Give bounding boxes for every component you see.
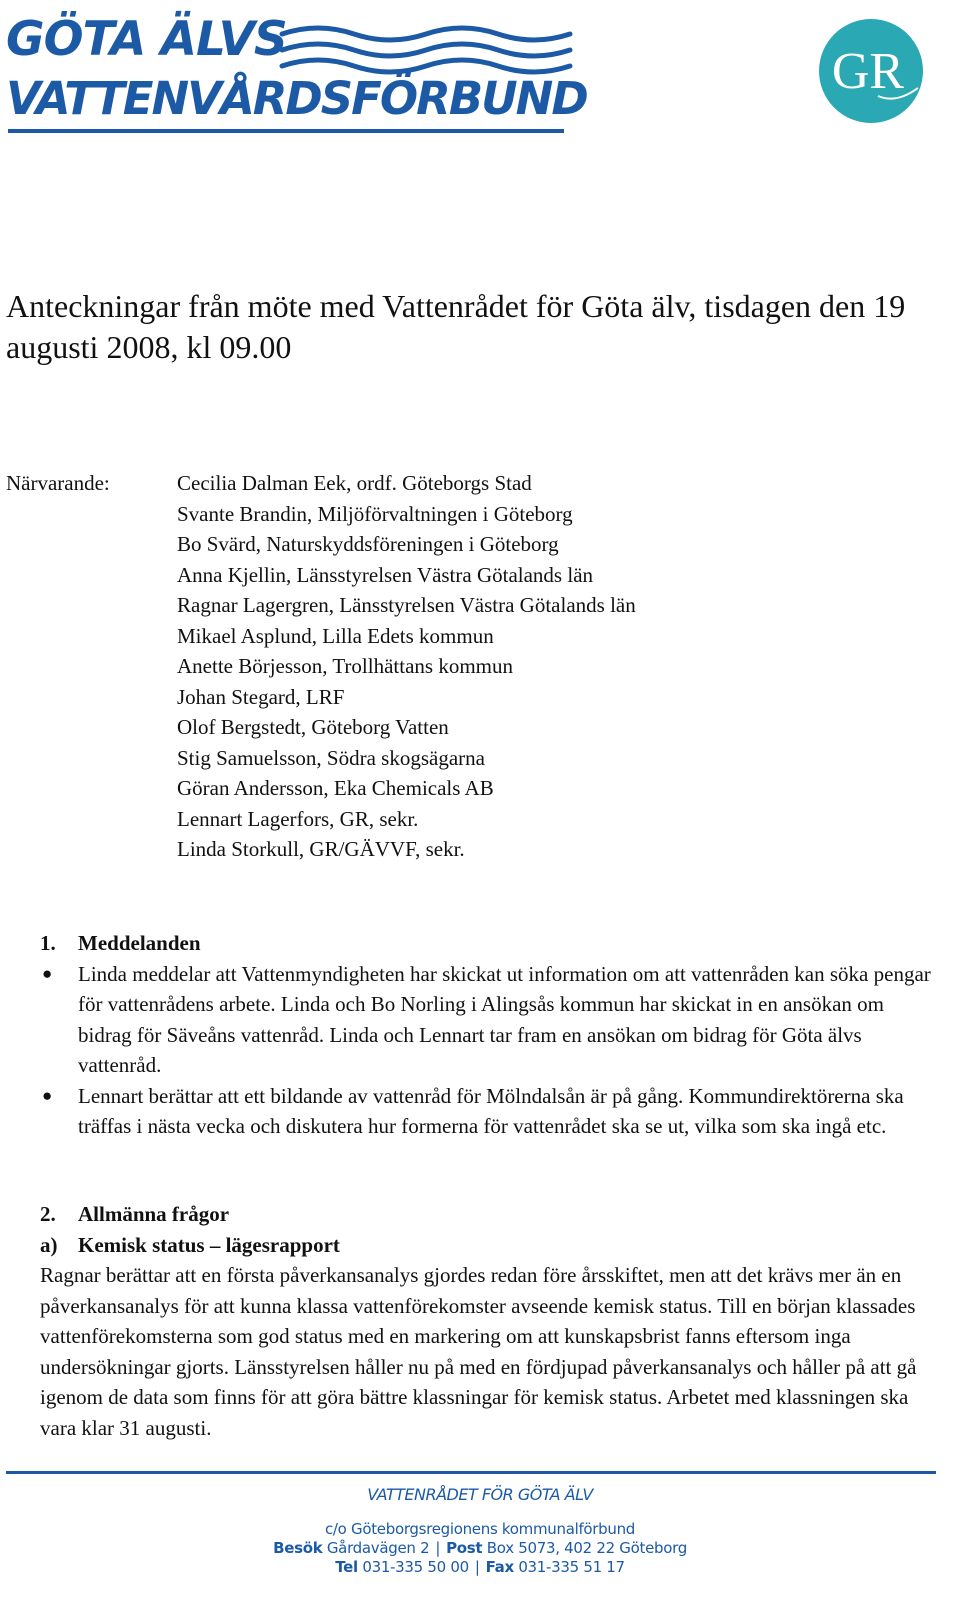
logo-text-line2: VATTENVÅRDSFÖRBUND [6, 72, 587, 125]
attendee-item: Lennart Lagerfors, GR, sekr. [177, 806, 419, 831]
post-label: Post [446, 1539, 483, 1557]
footer-contact [0, 1558, 960, 1577]
footer-organization: VATTENRÅDET FÖR GÖTA ÄLV [367, 1485, 593, 1504]
attendee-item: Göran Andersson, Eka Chemicals AB [177, 776, 494, 800]
attendee-item: Mikael Asplund, Lilla Edets kommun [177, 623, 494, 648]
attendee-list [177, 468, 636, 865]
separator: | [474, 1558, 480, 1576]
tel-number: 031-335 50 00 [362, 1558, 469, 1576]
footer-careof: c/o Göteborgsregionens kommunalförbund [324, 1520, 636, 1538]
list-item [40, 1081, 940, 1142]
attendee-item: Ragnar Lagergren, Länsstyrelsen Västra Götalands län [177, 593, 636, 617]
attendee-item: Linda Storkull, GR/GÄVVF, sekr. [177, 837, 465, 861]
logo-underline [8, 129, 564, 133]
gr-logo-text: GR [831, 43, 905, 100]
attendee-item: Bo Svärd, Naturskyddsföreningen i Göteborg [177, 532, 559, 556]
subsection-number: a) [40, 1232, 58, 1257]
gr-logo [818, 18, 924, 124]
visit-label: Besök [273, 1539, 323, 1557]
section-heading [40, 928, 940, 959]
logo-text-line1: GÖTA ÄLVS [6, 12, 287, 67]
bullet-icon: ● [42, 963, 53, 983]
fax-label: Fax [485, 1558, 514, 1576]
bullet-icon: ● [42, 1085, 53, 1105]
document-title: Anteckningar från möte med Vattenrådet för Göta älv, tisdagen den 19 augusti 2008, kl 09.00 [6, 288, 906, 365]
footer-divider [6, 1471, 936, 1474]
section-number: 2. [40, 1202, 56, 1226]
section-title: Meddelanden [78, 931, 201, 955]
section-meddelanden [40, 928, 940, 1142]
attendee-item: Anette Börjesson, Trollhättans kommun [177, 654, 513, 678]
section-allmanna-fragor [40, 1199, 940, 1443]
tel-label: Tel [335, 1558, 358, 1576]
attendance-label: Närvarande: [6, 471, 110, 495]
section-heading [40, 1199, 940, 1230]
bullet-text: Linda meddelar att Vattenmyndigheten har skickat ut information om att vattenråden kan söka pengar för vattenrådens arbete. Linda och Bo Norling i Alingsås kommun har skickat in en ansökan om bidrag för Säveåns vattenråd. Linda och Lennart tar fram en ansökan om bidrag för Göta älvs vattenråd. [78, 961, 931, 1077]
list-item [40, 959, 940, 1081]
subsection-title: Kemisk status – lägesrapport [78, 1232, 340, 1257]
attendee-item: Stig Samuelsson, Södra skogsägarna [177, 745, 485, 770]
bullet-text: Lennart berättar att ett bildande av vattenråd för Mölndalsån är på gång. Kommundirektörerna ska träffas i nästa vecka och diskutera hur formerna för vattenrådet ska se ut, vilka som ska ingå etc. [78, 1083, 904, 1138]
post-address: Box 5073, 402 22 Göteborg [486, 1539, 687, 1557]
attendee-item: Anna Kjellin, Länsstyrelsen Västra Götalands län [177, 562, 594, 587]
attendee-item: Olof Bergstedt, Göteborg Vatten [177, 715, 449, 739]
page-footer [0, 1484, 960, 1577]
attendee-item: Cecilia Dalman Eek, ordf. Göteborgs Stad [177, 471, 532, 495]
separator: | [435, 1539, 441, 1557]
subsection-heading [40, 1230, 940, 1261]
attendee-item: Svante Brandin, Miljöförvaltningen i Göteborg [177, 501, 573, 526]
gavvf-logo [6, 12, 587, 136]
section-number: 1. [40, 931, 56, 955]
footer-address [0, 1539, 960, 1558]
attendee-item: Johan Stegard, LRF [177, 684, 345, 709]
subsection-paragraph: Ragnar berättar att en första påverkansanalys gjordes redan före årsskiftet, men att det krävs mer än en påverkansanalys för att kunna klassa vattenförekomster avseende kemisk status. Till en början klassades vattenförekomsterna som god status med en markering om att kunskapsbrist fanns eftersom inga undersökningar gjorts. Länsstyrelsen håller nu på med en fördjupad påverkansanalys och håller på att gå igenom de data som finns för att göra bättre klassningar för kemisk status. Arbetet med klassningen ska vara klar 31 augusti. [40, 1263, 917, 1440]
visit-address: Gårdavägen 2 [326, 1539, 430, 1557]
fax-number: 031-335 51 17 [518, 1558, 625, 1576]
section-title: Allmänna frågor [78, 1202, 230, 1226]
